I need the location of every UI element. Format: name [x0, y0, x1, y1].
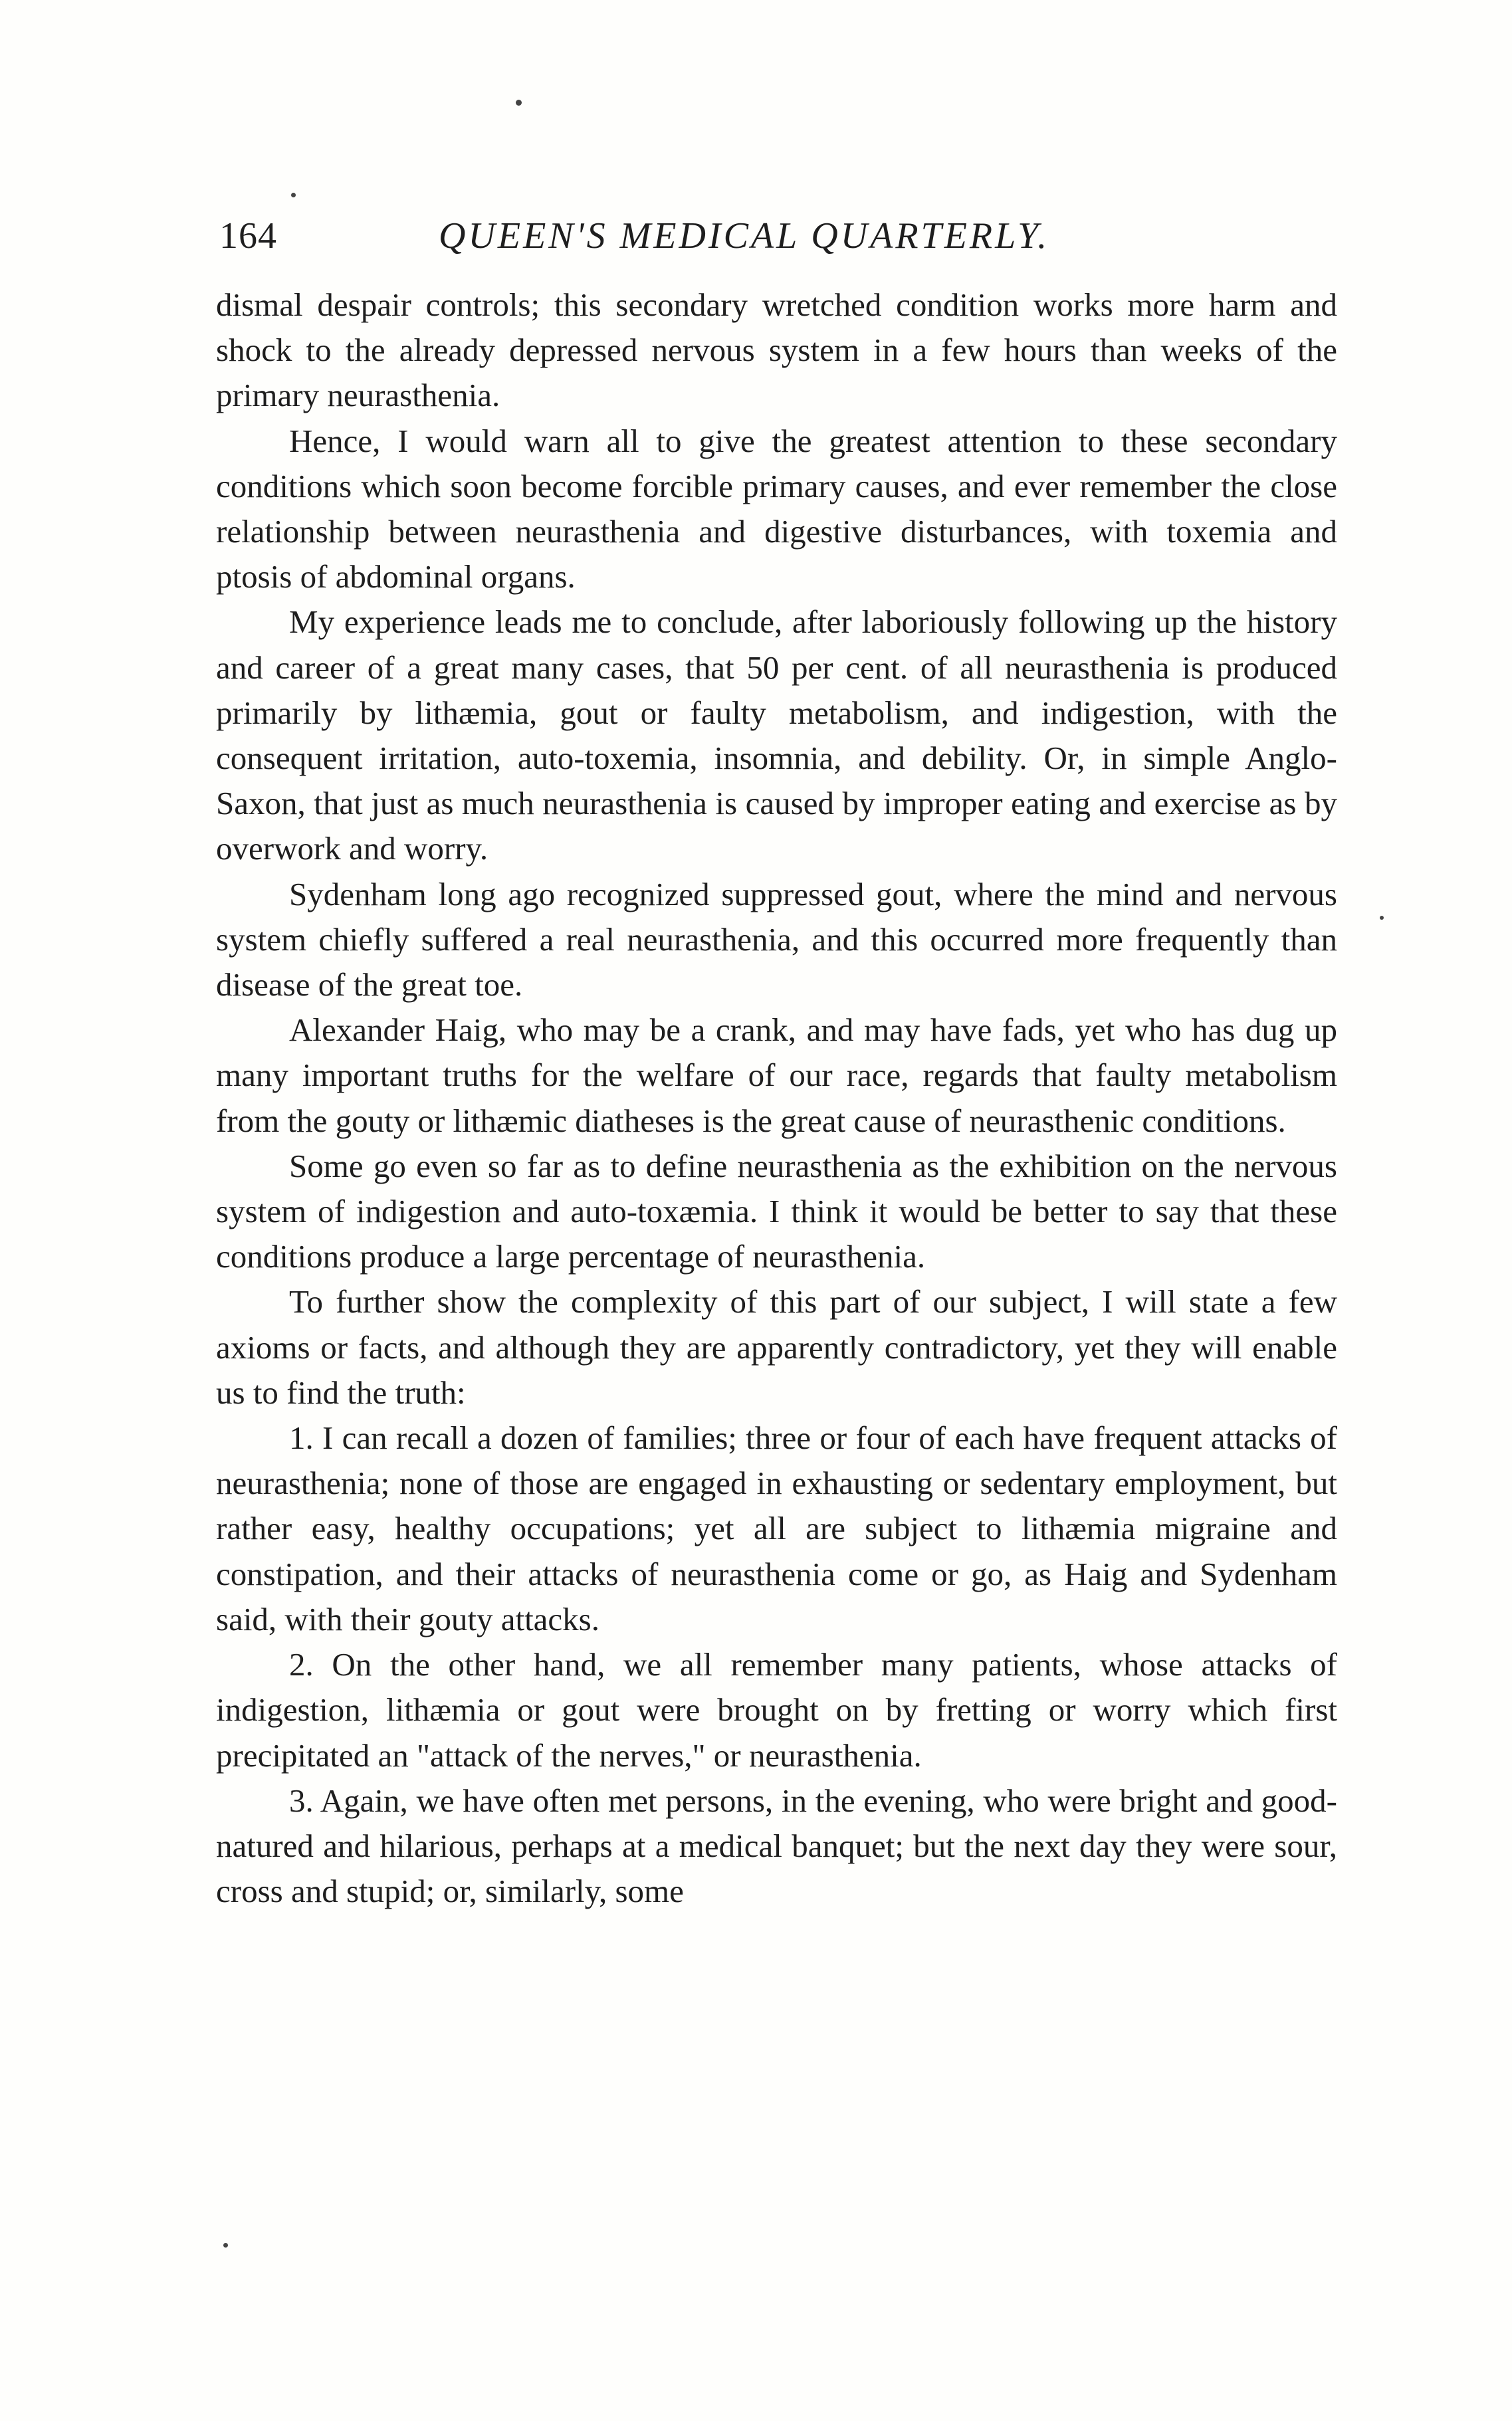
- print-speck: [291, 193, 296, 197]
- print-speck: [223, 2243, 228, 2248]
- page-header: [219, 209, 1349, 263]
- paragraph: Sydenham long ago recognized suppressed gout, where the mind and nervous system chiefly suffered a real neurasthenia, and this occurred more frequently than disease of the great toe.: [216, 875, 1337, 1003]
- numbered-paragraph: 2. On the other hand, we all remember many patients, whose attacks of indigestion, lithæmia or gout were brought on by fretting or worry which first precipitated an "attack of the nerves," or neurasthenia.: [216, 1646, 1337, 1774]
- numbered-paragraph: 3. Again, we have often met persons, in the evening, who were bright and good-natured and hilarious, perhaps at a medical banquet; but the next day they were sour, cross and stupid; or, similarly, some: [216, 1782, 1337, 1910]
- paragraph: My experience leads me to conclude, after laboriously following up the history and career of a great many cases, that 50 per cent. of all neurasthenia is produced primarily by lithæmia, gout or faulty metabolism, and indigestion, with the consequent irritation, auto-toxemia, insomnia, and debility. Or, in simple Anglo-Saxon, that just as much neurasthenia is caused by improper eating and exercise as by overwork and worry.: [216, 603, 1337, 867]
- page-number: 164: [219, 215, 277, 257]
- print-speck: [1380, 916, 1384, 920]
- paragraph-continuation: dismal despair controls; this secondary wretched condition works more harm and shock to the already depressed nervous system in a few hours than weeks of the primary neurasthenia.: [216, 286, 1337, 414]
- print-speck: [516, 100, 522, 106]
- paragraph: Hence, I would warn all to give the greatest attention to these secondary conditions which soon become forcible primary causes, and ever remember the close relationship between neurasthenia and digestive disturbances, with toxemia and ptosis of abdominal organs.: [216, 422, 1337, 595]
- running-title: QUEEN'S MEDICAL QUARTERLY.: [439, 215, 1050, 257]
- paragraph: Some go even so far as to define neurasthenia as the exhibition on the nervous system of indigestion and auto-toxæmia. I think it would be better to say that these conditions produce a large percentage of neurasthenia.: [216, 1147, 1337, 1275]
- paragraph: Alexander Haig, who may be a crank, and may have fads, yet who has dug up many important truths for the welfare of our race, regards that faulty metabolism from the gouty or lithæmic diatheses is the great cause of neurasthenic conditions.: [216, 1011, 1337, 1139]
- numbered-paragraph: 1. I can recall a dozen of families; three or four of each have frequent attacks of neurasthenia; none of those are engaged in exhausting or sedentary employment, but rather easy, healthy occupations; yet all are subject to lithæmia migraine and constipation, and their attacks of neurasthenia come or go, as Haig and Sydenham said, with their gouty attacks.: [216, 1420, 1337, 1637]
- body-text: [216, 282, 1337, 1914]
- paragraph: To further show the complexity of this part of our subject, I will state a few axioms or facts, and although they are apparently contradictory, yet they will enable us to find the truth:: [216, 1283, 1337, 1411]
